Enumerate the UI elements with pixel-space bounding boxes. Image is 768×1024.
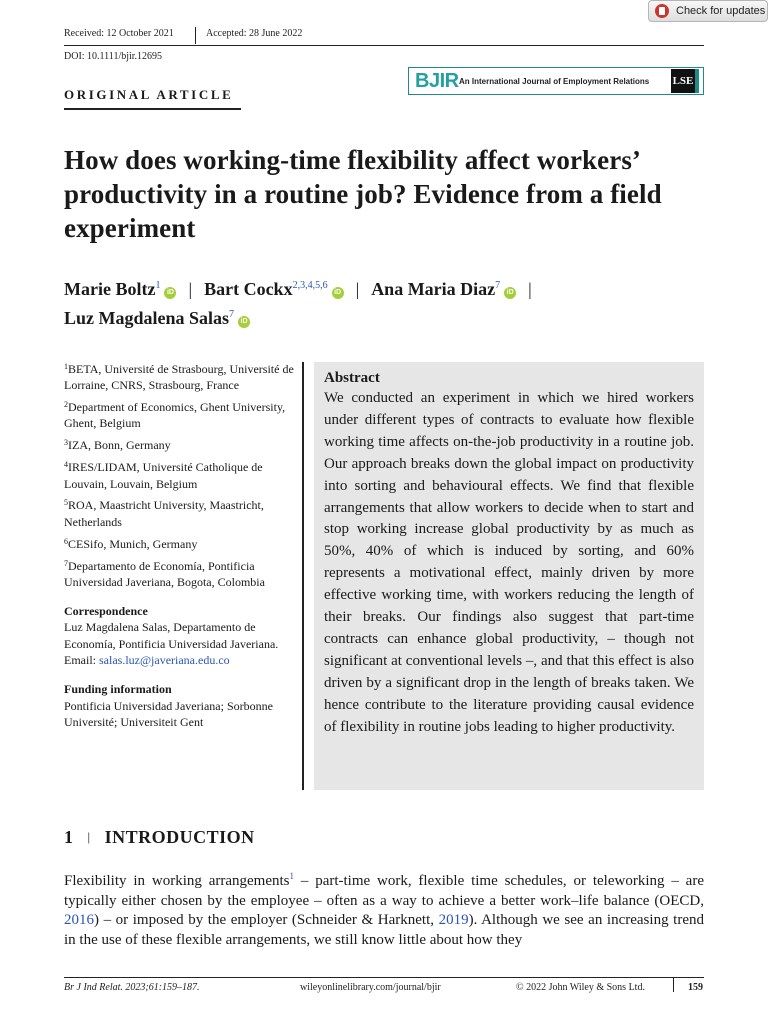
orcid-icon[interactable]: iD [164,287,176,299]
section-title: INTRODUCTION [104,827,255,847]
header-rule [64,45,704,46]
citation-link[interactable]: 2019 [438,912,469,928]
article-type-underline [64,108,241,110]
citation-link[interactable]: 2016 [64,912,94,928]
section-heading [64,827,255,848]
correspondence-text: Luz Magdalena Salas, Departamento de Economía, Pontificia Universidad Javeriana. [64,620,279,651]
affiliation: $^7$Departamento de Economía, Pontificia Universidad Javeriana, Bogota, Colombia [64,558,265,589]
journal-url-link[interactable]: wileyonlinelibrary.com/journal/bjir [300,982,441,993]
abstract-text: We conducted an experiment in which we hired workers under different types of contracts to evaluate how flexible working time affects on-the-job productivity in a routine job. Our approach breaks down the global impact on productivity into sorting and behavioural effects. We find that flexible arrangements that allow workers to decide when to start and stop working increase global productivity by as much as 50%, 40% of which is induced by sorting, and 60% represents a motivational effect, mainly driven by more effective working time, with workers reducing the length of their breaks. Our findings also suggest that part-time contracts can enhance global productivity, – though not significant at conventional levels –, and that this effect is also driven by a significant drop in the length of breaks taken. We hence contribute to the literature providing causal evidence of flexibility in routine jobs leading to higher productivity. [324,390,694,735]
publisher-mark: LSE [671,69,695,93]
author-affiliation-ref[interactable]: 7 [229,309,235,320]
section-separator: | [87,829,91,844]
affiliation: $^1$BETA, Université de Strasbourg, Université de Lorraine, CNRS, Strasbourg, France [64,362,294,393]
footer-divider [673,977,674,992]
abstract-box [314,362,704,790]
author-list: Marie Boltz$^1$iD | Bart Cockx$^{2,3,4,5,6}$iD | Ana Maria Diaz$^7$iD | Luz Magdalena Salas$^7$iD [64,279,532,328]
correspondence-email-line: Email: salas.luz@javeriana.edu.co [64,653,230,668]
funding-heading: Funding information [64,682,172,697]
abstract-heading: Abstract [324,370,380,386]
intro-paragraph: Flexibility in working arrangements$^1$ – part-time work, flexible time schedules, or teleworking – are typically either chosen by the employee – often as a way to achieve a better work–life balance (OECD, 2016) – or imposed by the employer (Schneider & Harknett, 2019). Although we see an increasing trend in the use of these flexible arrangements, we still know little about how they [64,871,704,948]
affiliations-column [64,359,296,730]
orcid-icon[interactable]: iD [238,316,250,328]
journal-logo [408,67,704,95]
affiliation: $^4$IRES/LIDAM, Université Catholique de Louvain, Louvain, Belgium [64,460,263,491]
orcid-icon[interactable]: iD [504,287,516,299]
affiliation: $^5$ROA, Maastricht University, Maastricht, Netherlands [64,498,264,529]
orcid-icon[interactable]: iD [332,287,344,299]
affiliation: $^3$IZA, Bonn, Germany [64,438,171,453]
journal-name: An International Journal of Employment Relations [459,76,650,86]
affiliation: $^2$Department of Economics, Ghent University, Ghent, Belgium [64,400,286,431]
accepted-date: Accepted: 28 June 2022 [206,28,303,39]
author-affiliation-ref[interactable]: 2,3,4,5,6 [292,280,328,291]
journal-citation: Br J Ind Relat. 2023;61:159–187. [64,982,200,993]
author-name[interactable]: Marie Boltz [64,279,156,299]
article-title: How does working-time flexibility affect workers’ productivity in a routine job? Evidence from a field experiment [64,145,662,243]
article-type: ORIGINAL ARTICLE [64,87,234,102]
received-date: Received: 12 October 2021 [64,28,174,39]
correspondence-heading: Correspondence [64,604,148,619]
author-affiliation-ref[interactable]: 1 [155,280,161,291]
author-name[interactable]: Ana Maria Diaz [371,279,496,299]
email-link[interactable]: salas.luz@javeriana.edu.co [99,653,230,668]
page-number: 159 [688,982,703,993]
funding-text: Pontificia Universidad Javeriana; Sorbonne Université; Universiteit Gent [64,698,273,729]
author-name[interactable]: Bart Cockx [204,279,293,299]
doi: DOI: 10.1111/bjir.12695 [64,51,163,62]
footer-rule [64,977,704,978]
check-for-updates-label: Check for updates [676,5,766,17]
bookmark-icon [655,4,669,18]
footnote-link[interactable]: 1 [289,871,294,881]
section-number: 1 [64,827,74,847]
check-for-updates-button[interactable] [648,0,768,22]
journal-abbr: BJIR [415,69,459,92]
header-divider [195,27,196,44]
author-name[interactable]: Luz Magdalena Salas [64,308,230,328]
copyright: © 2022 John Wiley & Sons Ltd. [516,982,645,993]
affiliation: $^6$CESifo, Munich, Germany [64,536,198,551]
author-affiliation-ref[interactable]: 7 [495,280,501,291]
column-divider [302,362,304,790]
